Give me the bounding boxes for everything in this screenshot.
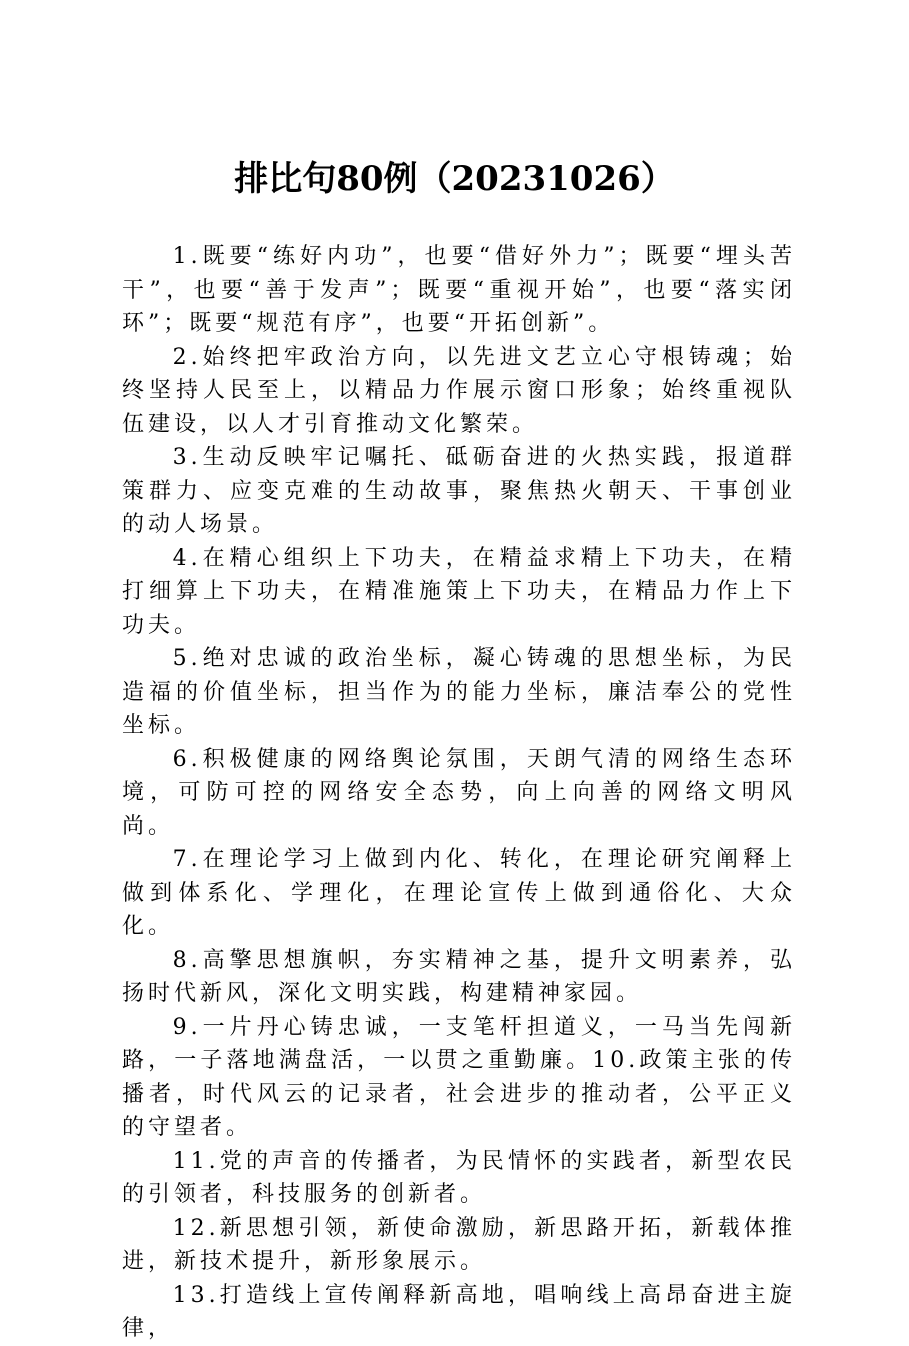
paragraph-11: 11.党的声音的传播者，为民情怀的实践者，新型农民的引领者，科技服务的创新者。 <box>122 1148 796 1207</box>
paragraph-13: 13.打造线上宣传阐释新高地，唱响线上高昂奋进主旋律， <box>122 1282 796 1341</box>
paragraph-9-10: 9.一片丹心铸忠诚，一支笔杆担道义，一马当先闯新路，一子落地满盘活，一以贯之重勤廉。10.政策主张的传播者，时代风云的记录者，社会进步的推动者，公平正义的守望者。 <box>122 1014 796 1140</box>
paragraph-6: 6.积极健康的网络舆论氛围，天朗气清的网络生态环境，可防可控的网络安全态势，向上向善的网络文明风尚。 <box>122 746 796 839</box>
paragraph-8: 8.高擎思想旗帜，夯实精神之基，提升文明素养，弘扬时代新风，深化文明实践，构建精神家园。 <box>122 947 796 1006</box>
paragraph-12: 12.新思想引领，新使命激励，新思路开拓，新载体推进，新技术提升，新形象展示。 <box>122 1215 796 1274</box>
paragraph-5: 5.绝对忠诚的政治坐标，凝心铸魂的思想坐标，为民造福的价值坐标，担当作为的能力坐标，廉洁奉公的党性坐标。 <box>122 646 796 738</box>
paragraph-1: 1.既要“练好内功”，也要“借好外力”；既要“埋头苦干”，也要“善于发声”；既要“重视开始”，也要“落实闭环”；既要“规范有序”，也要“开拓创新”。 <box>122 244 796 336</box>
document-body <box>122 240 796 1346</box>
paragraph-7: 7.在理论学习上做到内化、转化，在理论研究阐释上做到体系化、学理化，在理论宣传上做到通俗化、大众化。 <box>122 847 796 939</box>
document-title: 排比句80例（20231026） <box>234 159 675 199</box>
paragraph-3: 3.生动反映牢记嘱托、砥砺奋进的火热实践，报道群策群力、应变克难的生动故事，聚焦热火朝天、干事创业的动人场景。 <box>122 445 796 537</box>
paragraph-2: 2.始终把牢政治方向，以先进文艺立心守根铸魂；始终坚持人民至上，以精品力作展示窗口形象；始终重视队伍建设，以人才引育推动文化繁荣。 <box>122 344 796 437</box>
paragraph-4: 4.在精心组织上下功夫，在精益求精上下功夫，在精打细算上下功夫，在精准施策上下功夫，在精品力作上下功夫。 <box>122 545 796 638</box>
